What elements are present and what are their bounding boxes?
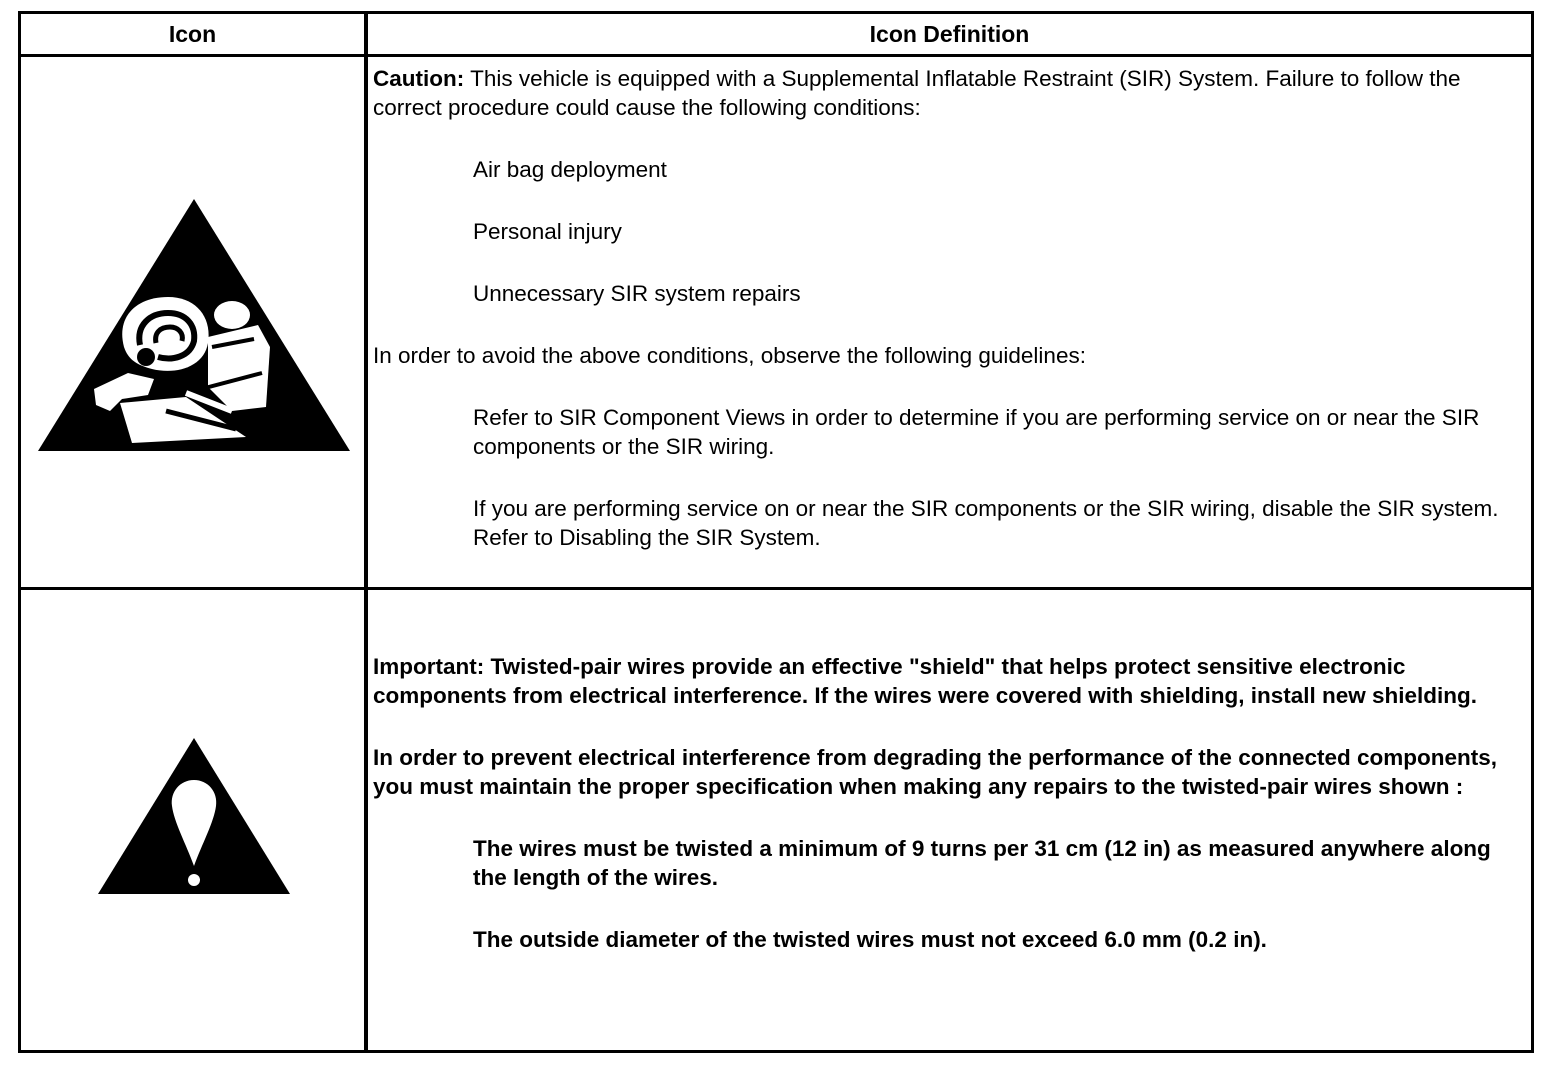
guideline-item: If you are performing service on or near the SIR components or the SIR wiring, disable the SIR system. Refer to Disabling the SIR System.	[473, 496, 1499, 550]
condition-item: Air bag deployment	[473, 157, 667, 182]
spec-item: The wires must be twisted a minimum of 9 turns per 31 cm (12 in) as measured anywhere along the length of the wires.	[473, 836, 1491, 890]
row-divider	[21, 587, 1531, 590]
guideline-item: Refer to SIR Component Views in order to determine if you are performing service on or near the SIR components or the SIR wiring.	[473, 405, 1480, 459]
interference-paragraph: In order to prevent electrical interference from degrading the performance of the connected components, you must maintain the proper specification when making any repairs to the twisted-pair wires shown :	[373, 745, 1497, 799]
caution-text: This vehicle is equipped with a Supplemental Inflatable Restraint (SIR) System. Failure to follow the correct procedure could cause the following conditions:	[373, 66, 1461, 120]
sir-airbag-warning-icon	[36, 197, 352, 458]
header-icon-definition: Icon Definition	[869, 20, 1030, 47]
caution-label: Caution:	[373, 66, 465, 91]
exclamation-warning-icon	[96, 736, 292, 901]
caution-paragraph	[373, 64, 1523, 122]
caution-definition	[373, 64, 1523, 552]
guideline-intro: In order to avoid the above conditions, observe the following guidelines:	[373, 343, 1086, 368]
condition-item: Unnecessary SIR system repairs	[473, 281, 801, 306]
spec-item: The outside diameter of the twisted wires must not exceed 6.0 mm (0.2 in).	[473, 927, 1267, 952]
icon-definition-table	[18, 11, 1534, 1053]
important-definition	[373, 652, 1523, 954]
important-paragraph: Important: Twisted-pair wires provide an effective "shield" that helps protect sensitive electronic components from electrical interference. If the wires were covered with shielding, install new shielding.	[373, 654, 1478, 708]
header-icon: Icon	[168, 20, 217, 47]
condition-item: Personal injury	[473, 219, 622, 244]
header-divider	[21, 54, 1531, 57]
column-divider	[364, 14, 368, 1050]
